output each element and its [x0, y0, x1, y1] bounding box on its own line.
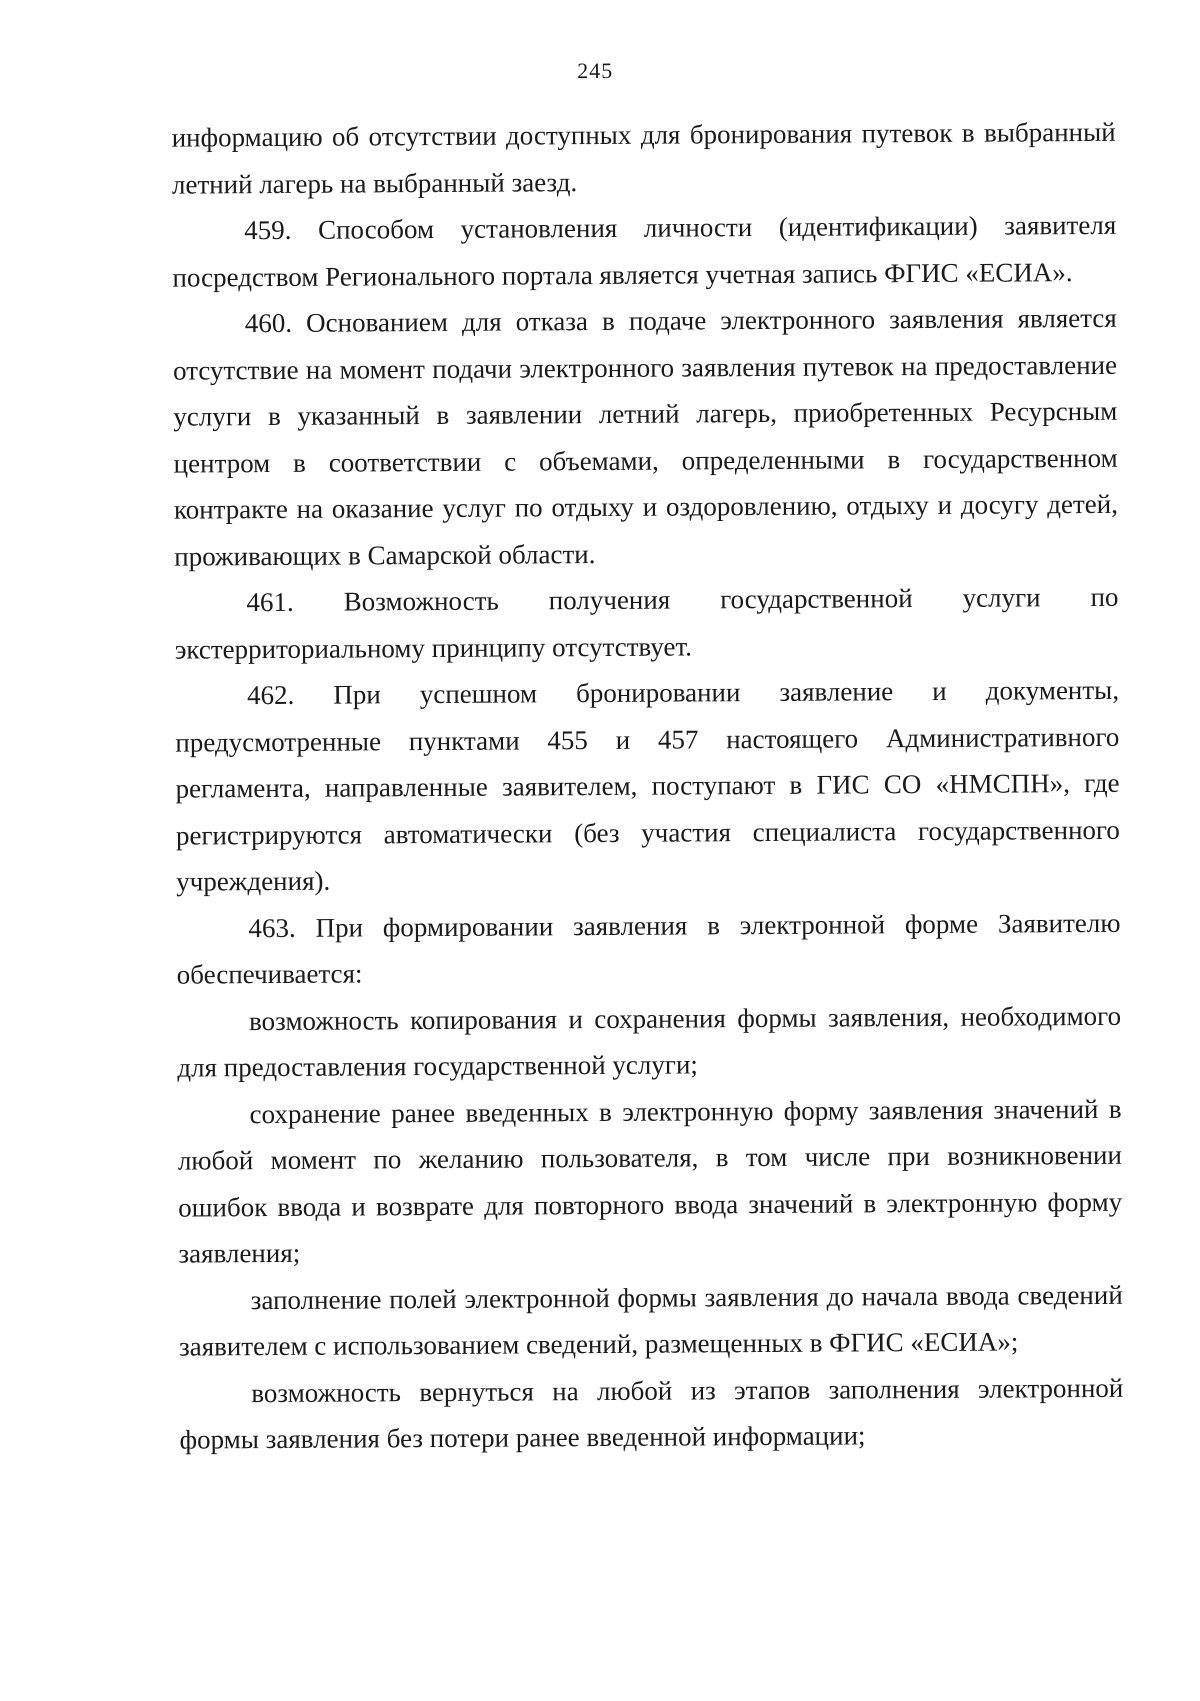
paragraph-462: 462. При успешном бронировании заявление и документы, предусмотренные пунктами 455 и 457 настоящего Административного регламента, направленные заявителем, поступают в ГИС СО «НМСПН», где регистрируются автоматически (без участия специалиста государственного учреждения).	[175, 674, 1120, 897]
list-item-prefill: заполнение полей электронной формы заявления до начала ввода сведений заявителем с использованием сведений, размещенных в ФГИС «ЕСИА»;	[178, 1279, 1123, 1362]
paragraph-463: 463. При формировании заявления в электронной форме Заявителю обеспечивается:	[176, 907, 1121, 990]
paragraph-continuation: информацию об отсутствии доступных для бронирования путевок в выбранный летний лагерь на выбранный заезд.	[171, 116, 1116, 200]
paragraph-459: 459. Способом установления личности (идентификации) заявителя посредством Регионального портала является учетная запись ФГИС «ЕСИА».	[172, 209, 1117, 293]
list-item-save-values: сохранение ранее введенных в электронную форму заявления значений в любой момент по желанию пользователя, в том числе при возникновении ошибок ввода и возврате для повторного ввода значений в электронную форму заявления;	[177, 1093, 1123, 1269]
list-item-copy-save: возможность копирования и сохранения формы заявления, необходимого для предоставления государственной услуги;	[177, 1000, 1122, 1083]
paragraph-461: 461. Возможность получения государственной услуги по экстерриториальному принципу отсутствует.	[174, 581, 1119, 665]
page-number: 245	[577, 57, 614, 84]
list-item-return-step: возможность вернуться на любой из этапов заполнения электронной формы заявления без потери ранее введенной информации;	[179, 1372, 1124, 1455]
paragraph-460: 460. Основанием для отказа в подаче электронного заявления является отсутствие на момент подачи электронного заявления путевок на предоставление услуги в указанный в заявлении летний лагерь, приобретенных Ресурсным центром в соответствии с объемами, определенными в государственном контракте на оказание услуг по отдыху и оздоровлению, отдыху и досугу детей, проживающих в Самарской области.	[172, 302, 1118, 572]
document-body	[171, 109, 1123, 1463]
